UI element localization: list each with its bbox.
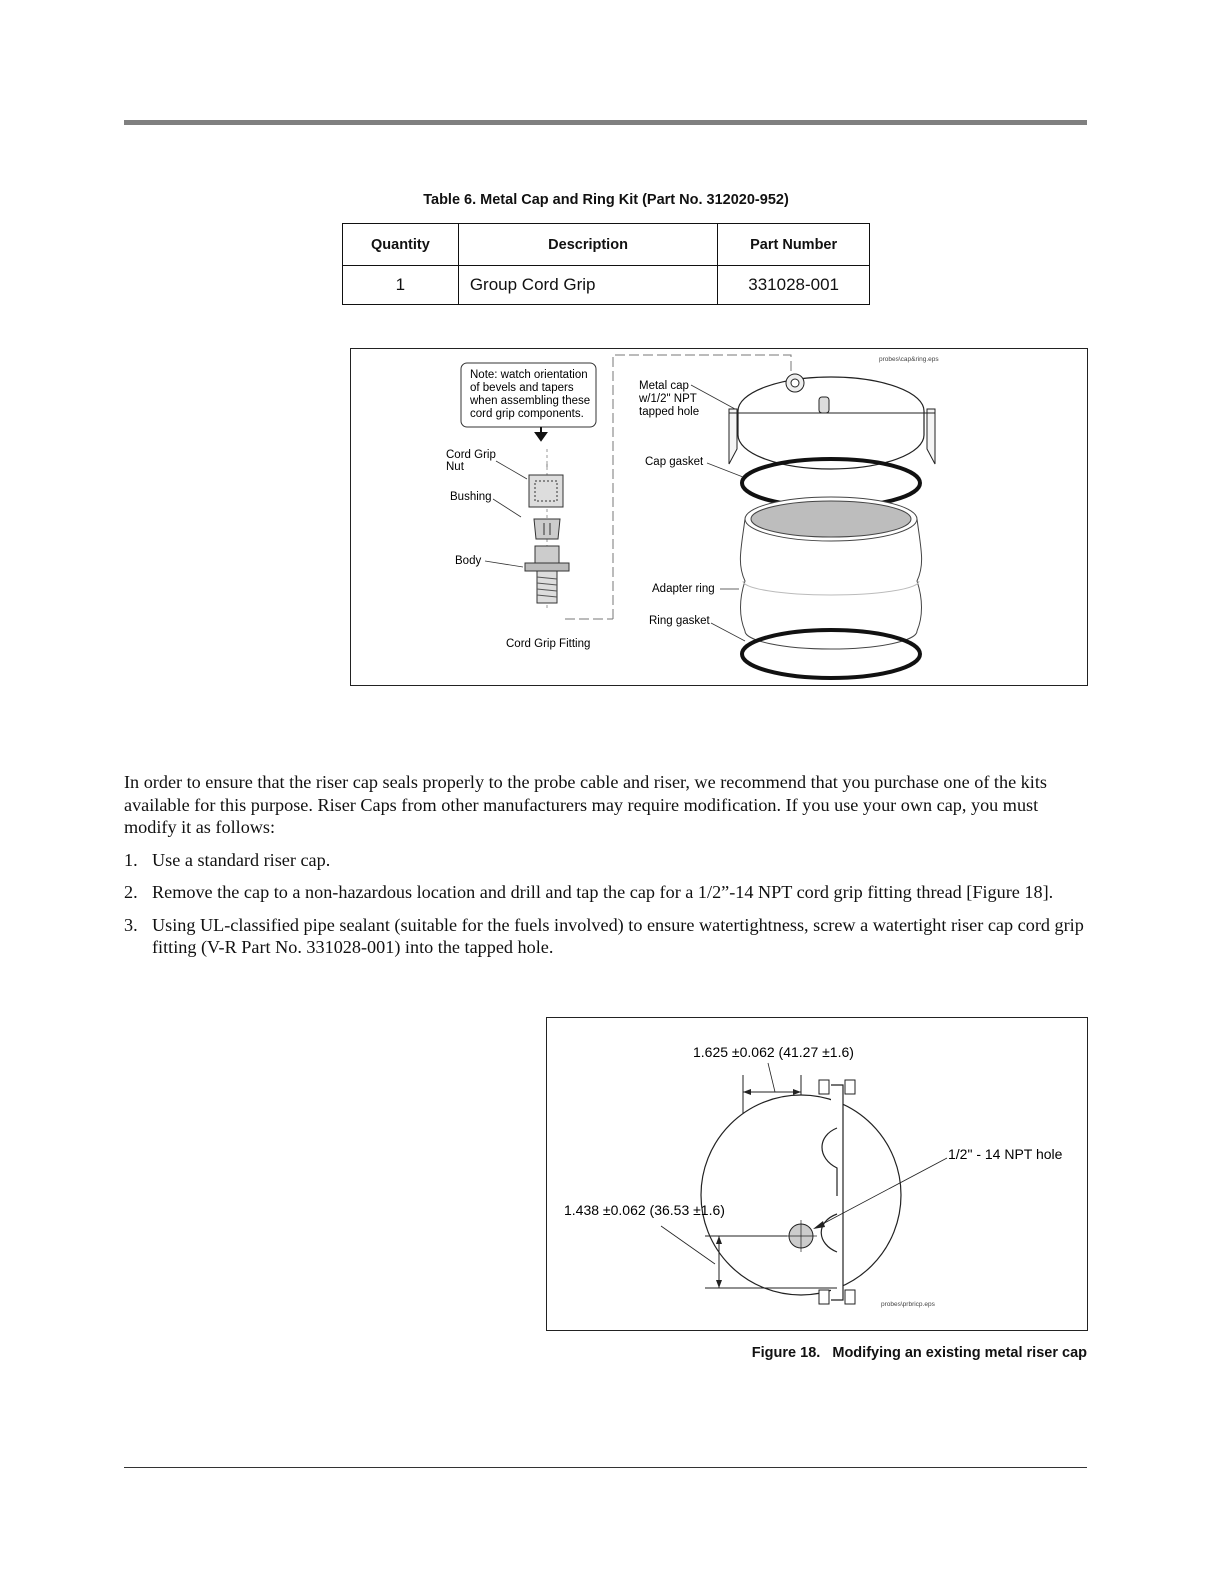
horizontal-dimension-label: 1.625 ±0.062 (41.27 ±1.6)	[693, 1044, 854, 1060]
cord-grip-nut-label-1: Cord Grip	[446, 449, 496, 461]
metal-cap-label-1: Metal cap	[639, 380, 689, 392]
npt-hole-label: 1/2" - 14 NPT hole	[948, 1146, 1063, 1162]
instructions-text	[124, 771, 1087, 969]
ring-gasket-label: Ring gasket	[649, 615, 710, 627]
step-number: 3.	[124, 914, 138, 935]
body-label: Body	[455, 555, 482, 567]
list-item	[124, 881, 1087, 904]
figure-file-label: probes\prbricp.eps	[881, 1301, 935, 1308]
metal-cap-label-3: tapped hole	[639, 406, 700, 418]
adapter-ring-label: Adapter ring	[652, 583, 715, 595]
figure-caption: Figure 18. Modifying an existing metal riser cap	[751, 1345, 1087, 1361]
step-text: Use a standard riser cap.	[152, 849, 331, 870]
cell-description: Group Cord Grip	[458, 266, 717, 305]
cell-quantity: 1	[343, 266, 459, 305]
vertical-dimension-label: 1.438 ±0.062 (36.53 ±1.6)	[564, 1202, 725, 1218]
bushing-label: Bushing	[450, 491, 492, 503]
steps-list	[124, 849, 1087, 959]
ring-gasket-icon	[742, 630, 920, 678]
cord-grip-nut-label-2: Nut	[446, 461, 464, 473]
footer-rule	[124, 1467, 1087, 1468]
note-line-3: when assembling these	[470, 395, 591, 407]
cap-ring-assembly-figure	[350, 348, 1088, 686]
list-item	[124, 914, 1087, 959]
cap-ring-assembly-drawing	[351, 349, 1087, 685]
table-row	[343, 266, 870, 305]
kit-table	[342, 223, 870, 305]
intro-paragraph: In order to ensure that the riser cap seals properly to the probe cable and riser, we recommend that you purchase one of the kits available for this purpose. Riser Caps from other manufacturers may require modification. If you use your own cap, you must modify it as follows:	[124, 772, 1047, 837]
note-line-1: Note: watch orientation	[470, 369, 588, 381]
step-text: Using UL-classified pipe sealant (suitable for the fuels involved) to ensure watertightness, screw a watertight riser cap cord grip fitting (V-R Part No. 331028-001) into the tapped hole.	[152, 914, 1084, 957]
cord-grip-fitting-icon	[525, 449, 569, 609]
cord-grip-fitting-label: Cord Grip Fitting	[506, 638, 591, 650]
list-item	[124, 849, 1087, 872]
step-number: 2.	[124, 882, 138, 902]
table-header-row	[343, 224, 870, 266]
note-arrow-icon	[536, 427, 546, 440]
metal-cap-icon	[729, 374, 935, 469]
riser-cap-dimension-figure	[546, 1017, 1088, 1331]
figure-file-label: probes\cap&ring.eps	[879, 356, 939, 363]
column-header-description: Description	[458, 224, 717, 266]
riser-cap-top-view-icon	[701, 1080, 901, 1304]
step-number: 1.	[124, 849, 138, 870]
metal-cap-label-2: w/1/2" NPT	[639, 393, 697, 405]
header-rule	[124, 120, 1087, 125]
note-line-4: cord grip components.	[470, 408, 584, 420]
cap-gasket-label: Cap gasket	[645, 456, 704, 468]
column-header-quantity: Quantity	[343, 224, 459, 266]
step-text: Remove the cap to a non-hazardous location and drill and tap the cap for a 1/2”-14 NPT cord grip fitting thread [Figure 18].	[152, 882, 1054, 902]
riser-cap-dimension-drawing	[547, 1018, 1087, 1330]
column-header-part-number: Part Number	[718, 224, 870, 266]
table-caption: Table 6. Metal Cap and Ring Kit (Part No. 312020-952)	[423, 192, 789, 208]
note-line-2: of bevels and tapers	[470, 382, 574, 394]
cell-part-number: 331028-001	[718, 266, 870, 305]
adapter-ring-icon	[740, 497, 921, 649]
